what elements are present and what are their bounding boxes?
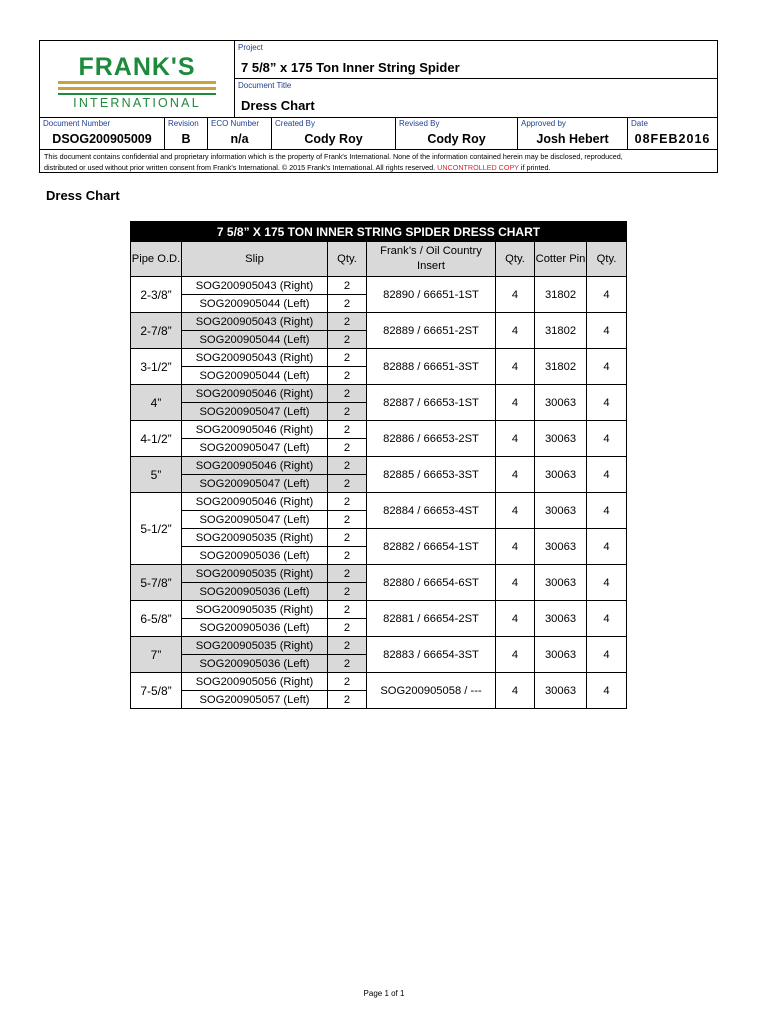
disclaimer-line-2-end: if printed. (518, 163, 551, 172)
slip-qty-cell: 2 (328, 637, 367, 655)
slip-qty-cell: 2 (328, 493, 367, 511)
cotter-pin-qty-cell: 4 (587, 349, 627, 385)
slip-qty-cell: 2 (328, 313, 367, 331)
table-header-row (131, 242, 627, 277)
uncontrolled-copy-label: UNCONTROLLED COPY (437, 163, 519, 172)
table-row (131, 637, 627, 655)
logo-subtitle: INTERNATIONAL (73, 96, 201, 110)
column-header: Frank’s / Oil Country Insert (367, 242, 496, 277)
slip-cell: SOG200905035 (Right) (182, 637, 328, 655)
pipe-od-cell: 2-3/8” (131, 277, 182, 313)
slip-qty-cell: 2 (328, 457, 367, 475)
table-body (131, 277, 627, 709)
logo-wordmark: FRANK'S (78, 53, 196, 81)
slip-qty-cell: 2 (328, 655, 367, 673)
slip-cell: SOG200905044 (Left) (182, 331, 328, 349)
metadata-row (40, 117, 717, 150)
revision-cell (165, 118, 208, 149)
insert-cell: 82882 / 66654-1ST (367, 529, 496, 565)
document-header (39, 40, 718, 173)
insert-qty-cell: 4 (496, 637, 535, 673)
column-header: Slip (182, 242, 328, 277)
slip-qty-cell: 2 (328, 565, 367, 583)
disclaimer-line-2: distributed or used without prior written consent from Frank's International. © 2015 Frank's International. All rights reserved. (44, 163, 438, 172)
cotter-pin-cell: 30063 (535, 529, 587, 565)
date: 08FEB2016 (634, 132, 711, 146)
insert-qty-cell: 4 (496, 421, 535, 457)
project-name: 7 5/8” x 175 Ton Inner String Spider (241, 60, 460, 75)
column-header: Qty. (587, 242, 627, 277)
date-caption: Date (631, 119, 648, 128)
slip-cell: SOG200905043 (Right) (182, 313, 328, 331)
insert-cell: 82885 / 66653-3ST (367, 457, 496, 493)
created-by-caption: Created By (275, 119, 316, 128)
cotter-pin-cell: 30063 (535, 457, 587, 493)
approved-by-caption: Approved by (521, 119, 566, 128)
slip-qty-cell: 2 (328, 475, 367, 493)
column-header: Pipe O.D. (131, 242, 182, 277)
insert-qty-cell: 4 (496, 565, 535, 601)
insert-qty-cell: 4 (496, 673, 535, 709)
column-header: Cotter Pin (535, 242, 587, 277)
slip-cell: SOG200905043 (Right) (182, 277, 328, 295)
slip-qty-cell: 2 (328, 367, 367, 385)
pipe-od-cell: 2-7/8” (131, 313, 182, 349)
slip-qty-cell: 2 (328, 277, 367, 295)
insert-qty-cell: 4 (496, 385, 535, 421)
slip-cell: SOG200905036 (Left) (182, 655, 328, 673)
insert-cell: 82886 / 66653-2ST (367, 421, 496, 457)
company-logo (40, 41, 235, 117)
section-title: Dress Chart (46, 188, 120, 203)
slip-qty-cell: 2 (328, 511, 367, 529)
table-row (131, 601, 627, 619)
slip-qty-cell: 2 (328, 385, 367, 403)
slip-qty-cell: 2 (328, 349, 367, 367)
cotter-pin-cell: 31802 (535, 313, 587, 349)
cotter-pin-qty-cell: 4 (587, 565, 627, 601)
cotter-pin-qty-cell: 4 (587, 529, 627, 565)
page-number: Page 1 of 1 (363, 989, 405, 998)
insert-qty-cell: 4 (496, 457, 535, 493)
insert-cell: 82889 / 66651-2ST (367, 313, 496, 349)
pipe-od-cell: 6-5/8” (131, 601, 182, 637)
document-number-cell (40, 118, 165, 149)
insert-qty-cell: 4 (496, 529, 535, 565)
insert-qty-cell: 4 (496, 493, 535, 529)
revised-by-cell (396, 118, 518, 149)
date-cell (628, 118, 717, 149)
insert-cell: 82881 / 66654-2ST (367, 601, 496, 637)
pipe-od-cell: 5” (131, 457, 182, 493)
eco-number: n/a (230, 132, 249, 146)
slip-cell: SOG200905035 (Right) (182, 529, 328, 547)
table-row (131, 493, 627, 511)
slip-cell: SOG200905035 (Right) (182, 565, 328, 583)
project-cell (235, 41, 717, 79)
slip-qty-cell: 2 (328, 619, 367, 637)
insert-cell: 82880 / 66654-6ST (367, 565, 496, 601)
column-header: Qty. (328, 242, 367, 277)
insert-cell: 82890 / 66651-1ST (367, 277, 496, 313)
created-by: Cody Roy (304, 132, 363, 146)
approved-by: Josh Hebert (536, 132, 609, 146)
cotter-pin-cell: 31802 (535, 277, 587, 313)
eco-cell (208, 118, 272, 149)
slip-qty-cell: 2 (328, 547, 367, 565)
dress-chart-table (130, 221, 627, 709)
insert-cell: 82888 / 66651-3ST (367, 349, 496, 385)
eco-caption: ECO Number (211, 119, 260, 128)
disclaimer-line-1: This document contains confidential and proprietary information which is the property of Frank's International. None of the information contained herein may be disclosed, reproduced, (44, 152, 623, 161)
document-number: DSOG200905009 (52, 132, 152, 146)
cotter-pin-qty-cell: 4 (587, 637, 627, 673)
slip-qty-cell: 2 (328, 583, 367, 601)
slip-qty-cell: 2 (328, 403, 367, 421)
created-by-cell (272, 118, 396, 149)
document-title-cell (235, 79, 717, 117)
table-row (131, 277, 627, 295)
slip-cell: SOG200905046 (Right) (182, 493, 328, 511)
franks-logo-icon (40, 41, 234, 117)
pipe-od-cell: 3-1/2” (131, 349, 182, 385)
slip-cell: SOG200905044 (Left) (182, 295, 328, 313)
table-row (131, 385, 627, 403)
column-header: Qty. (496, 242, 535, 277)
table-row (131, 313, 627, 331)
insert-cell: 82884 / 66653-4ST (367, 493, 496, 529)
slip-qty-cell: 2 (328, 331, 367, 349)
cotter-pin-cell: 31802 (535, 349, 587, 385)
cotter-pin-cell: 30063 (535, 565, 587, 601)
cotter-pin-qty-cell: 4 (587, 493, 627, 529)
revised-by: Cody Roy (427, 132, 486, 146)
revision: B (181, 132, 191, 146)
pipe-od-cell: 4” (131, 385, 182, 421)
cotter-pin-qty-cell: 4 (587, 313, 627, 349)
slip-cell: SOG200905036 (Left) (182, 619, 328, 637)
slip-cell: SOG200905044 (Left) (182, 367, 328, 385)
slip-qty-cell: 2 (328, 421, 367, 439)
cotter-pin-cell: 30063 (535, 637, 587, 673)
document-number-caption: Document Number (43, 119, 111, 128)
slip-qty-cell: 2 (328, 601, 367, 619)
slip-qty-cell: 2 (328, 691, 367, 709)
table-row (131, 673, 627, 691)
approved-by-cell (518, 118, 628, 149)
slip-cell: SOG200905046 (Right) (182, 385, 328, 403)
pipe-od-cell: 7” (131, 637, 182, 673)
pipe-od-cell: 5-7/8” (131, 565, 182, 601)
insert-qty-cell: 4 (496, 313, 535, 349)
cotter-pin-cell: 30063 (535, 385, 587, 421)
table-row (131, 457, 627, 475)
confidentiality-notice (44, 151, 714, 173)
table-row (131, 529, 627, 547)
cotter-pin-qty-cell: 4 (587, 673, 627, 709)
cotter-pin-qty-cell: 4 (587, 457, 627, 493)
slip-cell: SOG200905057 (Left) (182, 691, 328, 709)
cotter-pin-cell: 30063 (535, 673, 587, 709)
cotter-pin-qty-cell: 4 (587, 601, 627, 637)
cotter-pin-cell: 30063 (535, 421, 587, 457)
table-title: 7 5/8” X 175 TON INNER STRING SPIDER DRESS CHART (131, 222, 627, 242)
insert-cell: 82883 / 66654-3ST (367, 637, 496, 673)
slip-cell: SOG200905046 (Right) (182, 457, 328, 475)
slip-cell: SOG200905035 (Right) (182, 601, 328, 619)
slip-cell: SOG200905043 (Right) (182, 349, 328, 367)
table-row (131, 565, 627, 583)
revision-caption: Revision (168, 119, 199, 128)
slip-cell: SOG200905056 (Right) (182, 673, 328, 691)
slip-qty-cell: 2 (328, 439, 367, 457)
revised-by-caption: Revised By (399, 119, 440, 128)
cotter-pin-qty-cell: 4 (587, 421, 627, 457)
table-row (131, 421, 627, 439)
slip-qty-cell: 2 (328, 529, 367, 547)
slip-cell: SOG200905046 (Right) (182, 421, 328, 439)
slip-qty-cell: 2 (328, 673, 367, 691)
document-title-caption: Document Title (238, 81, 292, 90)
slip-cell: SOG200905047 (Left) (182, 511, 328, 529)
slip-cell: SOG200905036 (Left) (182, 583, 328, 601)
insert-qty-cell: 4 (496, 349, 535, 385)
slip-qty-cell: 2 (328, 295, 367, 313)
pipe-od-cell: 7-5/8” (131, 673, 182, 709)
table-row (131, 349, 627, 367)
slip-cell: SOG200905036 (Left) (182, 547, 328, 565)
pipe-od-cell: 4-1/2” (131, 421, 182, 457)
slip-cell: SOG200905047 (Left) (182, 403, 328, 421)
slip-cell: SOG200905047 (Left) (182, 475, 328, 493)
insert-cell: 82887 / 66653-1ST (367, 385, 496, 421)
insert-cell: SOG200905058 / --- (367, 673, 496, 709)
cotter-pin-qty-cell: 4 (587, 385, 627, 421)
insert-qty-cell: 4 (496, 277, 535, 313)
cotter-pin-cell: 30063 (535, 601, 587, 637)
project-caption: Project (238, 43, 263, 52)
slip-cell: SOG200905047 (Left) (182, 439, 328, 457)
insert-qty-cell: 4 (496, 601, 535, 637)
cotter-pin-cell: 30063 (535, 493, 587, 529)
document-title: Dress Chart (241, 98, 315, 113)
pipe-od-cell: 5-1/2” (131, 493, 182, 565)
cotter-pin-qty-cell: 4 (587, 277, 627, 313)
